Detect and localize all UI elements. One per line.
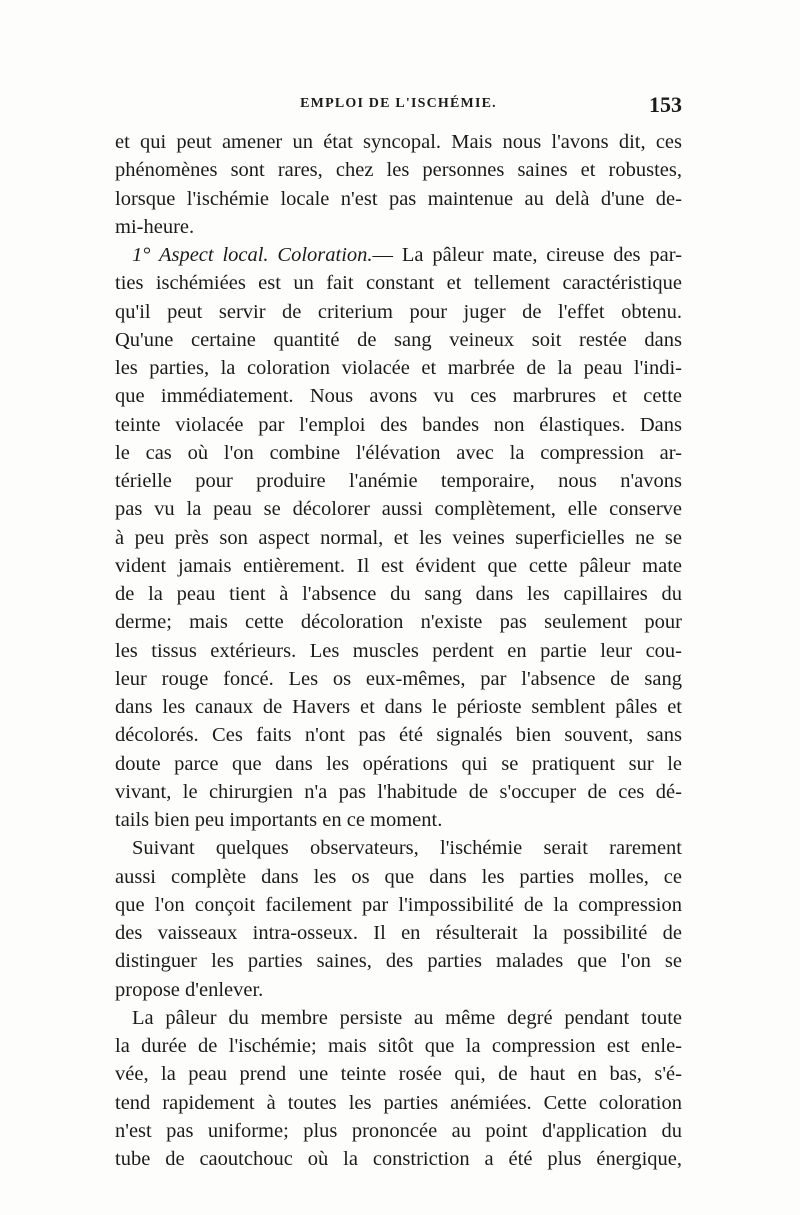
text-line: tend rapidement à toutes les parties anémiées. Cette coloration xyxy=(115,1091,682,1114)
text-line: pas vu la peau se décolorer aussi complètement, elle conserve xyxy=(115,498,682,521)
text-line: les tissus extérieurs. Les muscles perdent en partie leur cou- xyxy=(115,639,682,662)
text-line: tube de caoutchouc où la constriction a été plus énergique, xyxy=(115,1148,682,1170)
section-first-line xyxy=(115,241,682,269)
text-line: la durée de l'ischémie; mais sitôt que la compression est enle- xyxy=(115,1035,682,1057)
text-line: de la peau tient à l'absence du sang dans les capillaires du xyxy=(115,583,682,605)
body-text xyxy=(115,128,682,1173)
text-line: ties ischémiées est un fait constant et tellement caractéristique xyxy=(115,272,682,295)
text-line: mi-heure. xyxy=(115,215,195,238)
text-line: vée, la peau prend une teinte rosée qui, de haut en bas, s'é- xyxy=(115,1063,682,1086)
text-line: des vaisseaux intra-osseux. Il en résulterait la possibilité de xyxy=(115,922,682,944)
text-line: n'est pas uniforme; plus prononcée au point d'application du xyxy=(115,1119,682,1142)
running-head xyxy=(115,92,682,122)
text-line: que l'on conçoit facilement par l'impossibilité de la compression xyxy=(115,893,682,916)
text-line: dans les canaux de Havers et dans le périoste semblent pâles et xyxy=(115,696,682,718)
text-line: les parties, la coloration violacée et marbrée de la peau l'indi- xyxy=(115,357,682,379)
text-line: vivant, le chirurgien n'a pas l'habitude de s'occuper de ces dé- xyxy=(115,780,682,803)
text-line: Suivant quelques observateurs, l'ischémie serait rarement xyxy=(132,837,682,860)
text-line: distinguer les parties saines, des parties malades que l'on se xyxy=(115,950,682,973)
text-line: lorsque l'ischémie locale n'est pas maintenue au delà d'une de- xyxy=(115,187,682,210)
text-line: doute parce que dans les opérations qui se pratiquent sur le xyxy=(115,752,682,775)
text-line: derme; mais cette décoloration n'existe pas seulement pour xyxy=(115,611,682,634)
text-line: teinte violacée par l'emploi des bandes non élastiques. Dans xyxy=(115,413,682,436)
text-line: aussi complète dans les os que dans les parties molles, ce xyxy=(115,865,682,888)
text-line: décolorés. Ces faits n'ont pas été signalés bien souvent, sans xyxy=(115,724,682,747)
text-line: qu'il peut servir de criterium pour juger de l'effet obtenu. xyxy=(115,300,682,323)
text-line: le cas où l'on combine l'élévation avec la compression ar- xyxy=(115,441,682,464)
page-number: 153 xyxy=(649,92,682,117)
text-line: que immédiatement. Nous avons vu ces marbrures et cette xyxy=(115,385,682,408)
section-heading: 1° Aspect local. Coloration. xyxy=(132,244,373,266)
text-line: Qu'une certaine quantité de sang veineux soit restée dans xyxy=(115,328,682,351)
text-line: leur rouge foncé. Les os eux-mêmes, par l'absence de sang xyxy=(115,667,682,690)
text-line: propose d'enlever. xyxy=(115,978,264,1001)
text-line: à peu près son aspect normal, et les veines superficielles ne se xyxy=(115,526,682,549)
running-title: EMPLOI DE L'ISCHÉMIE. xyxy=(300,96,497,111)
text-line-rest: — La pâleur mate, cireuse des par- xyxy=(372,244,682,266)
text-line: La pâleur du membre persiste au même degré pendant toute xyxy=(132,1006,682,1029)
text-line: phénomènes sont rares, chez les personnes saines et robustes, xyxy=(115,159,682,182)
text-line: vident jamais entièrement. Il est évident que cette pâleur mate xyxy=(115,554,682,577)
text-line: et qui peut amener un état syncopal. Mais nous l'avons dit, ces xyxy=(115,131,682,153)
text-line: tails bien peu importants en ce moment. xyxy=(115,809,443,831)
text-line: térielle pour produire l'anémie temporaire, nous n'avons xyxy=(115,470,682,492)
